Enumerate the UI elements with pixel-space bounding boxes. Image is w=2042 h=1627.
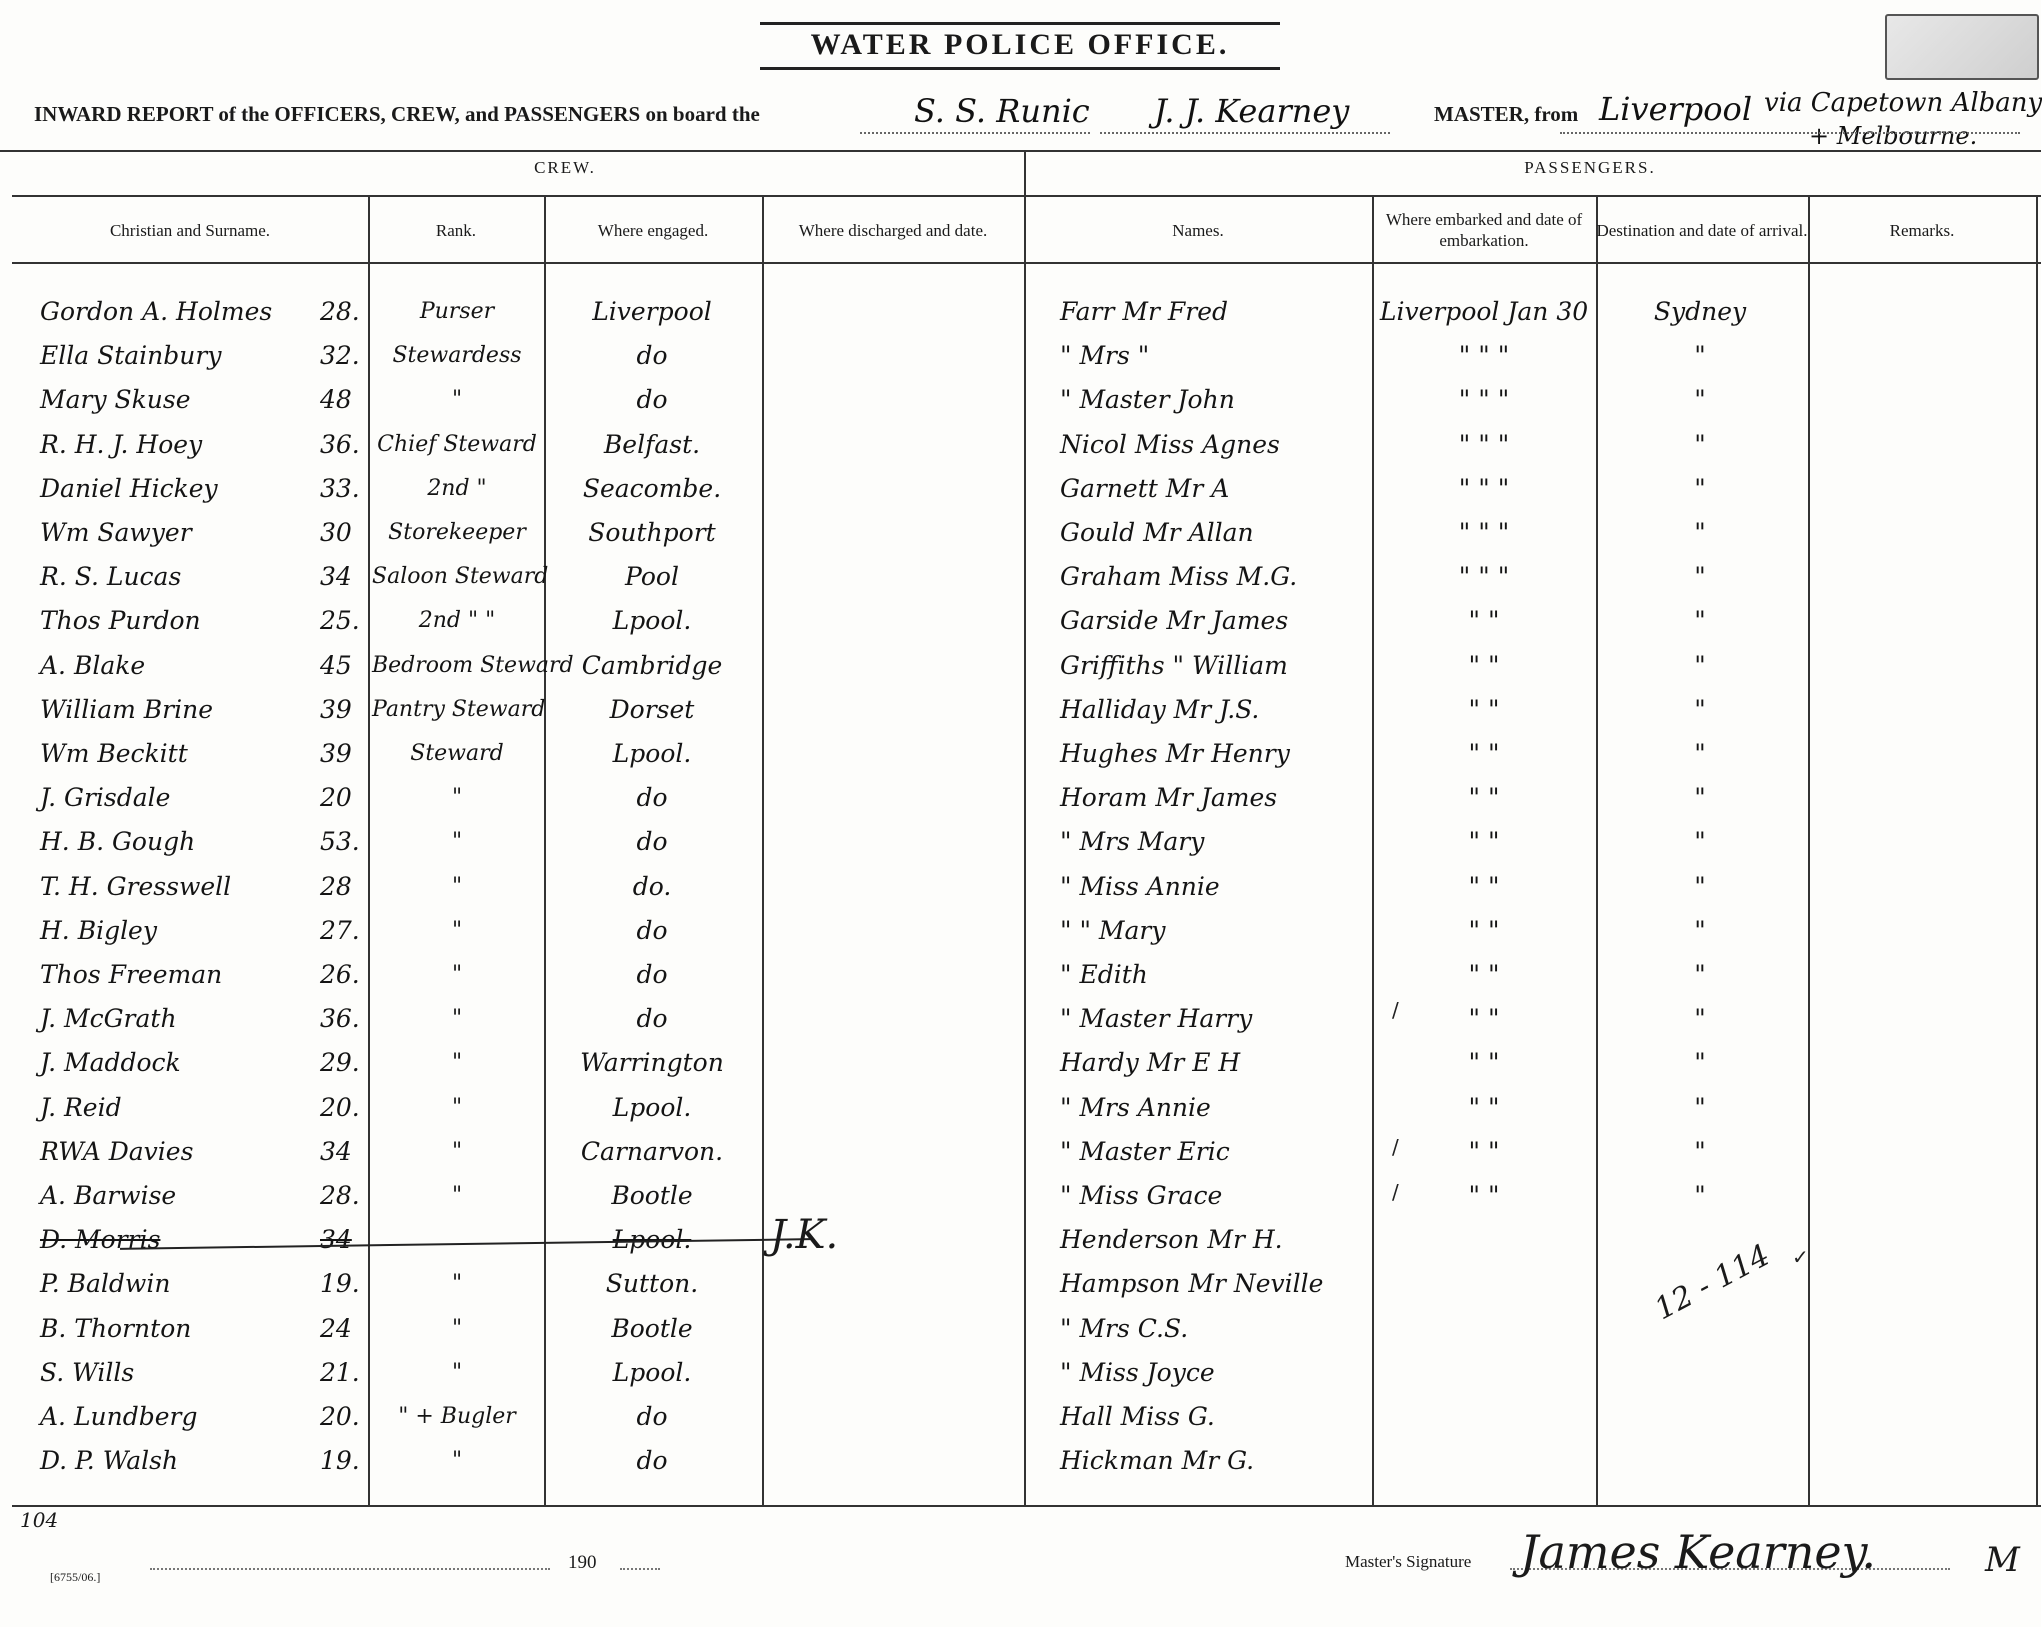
col-head-name: Christian and Surname. xyxy=(109,220,271,240)
passenger-name: Nicol Miss Agnes xyxy=(1060,429,1280,459)
crew-where-engaged: do xyxy=(636,783,668,813)
crew-name: A. Barwise xyxy=(40,1181,177,1210)
passenger-name: Hardy Mr E H xyxy=(1060,1048,1241,1078)
crew-where-engaged: Cambridge xyxy=(581,650,723,680)
col-head-remarks: Remarks. xyxy=(1889,220,1955,240)
crew-name: D. Morris xyxy=(40,1225,161,1255)
passenger-embarked: " " " xyxy=(1458,341,1510,371)
crew-where-engaged: do. xyxy=(632,871,672,901)
passenger-destination: " xyxy=(1694,1181,1706,1210)
crew-rank: " xyxy=(451,917,463,943)
passenger-name: " Miss Grace xyxy=(1060,1181,1223,1210)
table-row xyxy=(0,953,2041,997)
crew-rank: Purser xyxy=(419,299,495,324)
signature-label: Master's Signature xyxy=(1345,1552,1472,1571)
form-code: [6755/06.] xyxy=(50,1570,101,1584)
table-row xyxy=(0,1351,2041,1395)
crew-name: J. McGrath xyxy=(40,1004,177,1034)
col-head-passenger-names: Names. xyxy=(1172,220,1224,240)
table-row xyxy=(0,1130,2041,1174)
crew-where-engaged: Pool xyxy=(625,562,679,592)
passenger-name: " Miss Joyce xyxy=(1060,1357,1215,1387)
crew-rank: " xyxy=(451,1315,463,1341)
passenger-embarked xyxy=(1374,1395,1594,1439)
report-prefix: INWARD REPORT of the OFFICERS, CREW, and PASSENGERS on board the xyxy=(34,102,760,126)
crew-rank: " xyxy=(451,785,463,811)
crew-age: 25. xyxy=(320,606,360,636)
ship-name: S. S. Runic xyxy=(914,92,1090,130)
passenger-embarked: " " xyxy=(1468,1136,1500,1166)
crew-rank: 2nd " " xyxy=(418,608,496,634)
crew-age: 39 xyxy=(320,694,352,724)
passenger-destination: " xyxy=(1694,473,1706,503)
passenger-destination: " xyxy=(1694,960,1706,989)
crew-age: 34 xyxy=(320,1225,352,1255)
crew-where-engaged: do xyxy=(636,1402,668,1431)
passenger-embarked: " " " xyxy=(1458,518,1510,547)
crew-heading: CREW. xyxy=(534,158,596,177)
footer-dotline-left xyxy=(150,1568,550,1570)
passenger-name: Hughes Mr Henry xyxy=(1060,739,1290,768)
crew-name: Gordon A. Holmes xyxy=(40,297,273,326)
passenger-name: " Master John xyxy=(1060,385,1235,415)
tick-mark: / xyxy=(1392,1135,1399,1159)
crew-name: D. P. Walsh xyxy=(40,1446,179,1476)
passengers-heading: PASSENGERS. xyxy=(1524,158,1656,177)
table-row xyxy=(0,1307,2041,1351)
crew-name: J. Maddock xyxy=(40,1048,181,1078)
correction-initials: J.K. xyxy=(770,1212,839,1258)
crew-name: P. Baldwin xyxy=(40,1269,171,1299)
crew-name: B. Thornton xyxy=(40,1313,192,1343)
passenger-embarked xyxy=(1374,1262,1594,1306)
crew-rank: " xyxy=(451,1271,463,1297)
table-row xyxy=(0,599,2041,643)
crew-name: Thos Purdon xyxy=(40,606,201,636)
passenger-name: Hall Miss G. xyxy=(1060,1402,1215,1431)
crew-age: 20 xyxy=(320,783,352,813)
table-row xyxy=(0,1395,2041,1439)
crew-where-engaged: do xyxy=(636,827,668,857)
ship-dotline xyxy=(860,132,1090,134)
crew-where-engaged: Lpool. xyxy=(612,1357,692,1387)
crew-where-engaged: Carnarvon. xyxy=(580,1136,724,1166)
crew-where-engaged: do xyxy=(636,960,668,989)
crew-rank: Bedroom Steward xyxy=(372,652,574,678)
crew-rank: Pantry Steward xyxy=(372,696,546,722)
passenger-destination: " xyxy=(1694,915,1706,945)
passenger-name: Hickman Mr G. xyxy=(1060,1446,1255,1476)
table-row xyxy=(0,378,2041,422)
passenger-destination xyxy=(1600,1218,1800,1262)
col-head-engaged: Where engaged. xyxy=(597,220,709,240)
passenger-embarked: " " xyxy=(1468,1092,1500,1122)
passenger-embarked: " " " xyxy=(1458,429,1510,459)
master-dotline xyxy=(1100,132,1390,134)
crew-age: 45 xyxy=(320,650,352,680)
crew-where-engaged: Lpool. xyxy=(612,1092,692,1122)
crew-age: 48 xyxy=(320,385,352,415)
crew-age: 26. xyxy=(320,960,360,989)
passenger-embarked: " " " xyxy=(1458,473,1510,503)
passenger-embarked: " " xyxy=(1468,1048,1500,1078)
side-note: 12 - 114 xyxy=(1649,1237,1776,1328)
crew-age: 39 xyxy=(320,739,352,768)
passenger-name: Henderson Mr H. xyxy=(1060,1225,1283,1255)
crew-rank: " xyxy=(451,1050,463,1076)
crew-rank: " xyxy=(451,1138,463,1164)
passenger-embarked: " " xyxy=(1468,1004,1500,1034)
passenger-name: Garside Mr James xyxy=(1060,606,1289,636)
crew-name: Wm Sawyer xyxy=(40,518,192,547)
crew-age: 33. xyxy=(320,473,360,503)
crew-where-engaged: Warrington xyxy=(580,1048,724,1078)
passenger-embarked: " " " xyxy=(1458,385,1510,415)
passenger-embarked: " " xyxy=(1468,827,1500,857)
table-row xyxy=(0,909,2041,953)
passenger-name: Farr Mr Fred xyxy=(1060,297,1228,326)
passenger-embarked: " " " xyxy=(1458,562,1510,592)
crew-age: 29. xyxy=(320,1048,360,1078)
col-head-destination: Destination and date of arrival. xyxy=(1596,220,1808,240)
passenger-name: " Master Harry xyxy=(1060,1004,1253,1034)
rule-section xyxy=(12,195,2041,197)
passenger-destination: " xyxy=(1694,871,1706,901)
from-dotline xyxy=(1560,132,2020,134)
via-ports-line2: + Melbourne. xyxy=(1809,122,1978,150)
master-name: J. J. Kearney xyxy=(1154,92,1350,130)
tick-mark: ✓ xyxy=(1792,1245,1809,1269)
crew-where-engaged: Seacombe. xyxy=(582,473,722,503)
crew-age: 32. xyxy=(320,341,360,371)
passenger-destination: " xyxy=(1694,1048,1706,1078)
table-row xyxy=(0,555,2041,599)
passenger-embarked: " " xyxy=(1468,1181,1500,1210)
passenger-name: Graham Miss M.G. xyxy=(1060,562,1298,592)
crew-name: R. H. J. Hoey xyxy=(40,429,203,459)
table-row xyxy=(0,776,2041,820)
passenger-destination: " xyxy=(1694,783,1706,813)
passenger-destination: " xyxy=(1694,518,1706,547)
passenger-embarked: Liverpool Jan 30 xyxy=(1379,297,1589,326)
footer-dotline-year xyxy=(620,1568,660,1570)
crew-age: 34 xyxy=(320,562,352,592)
crew-name: RWA Davies xyxy=(40,1136,194,1166)
footer-year: 190 xyxy=(568,1552,597,1573)
crew-age: 34 xyxy=(320,1136,352,1166)
crew-rank: " xyxy=(451,873,463,899)
table-row xyxy=(0,334,2041,378)
passenger-name: " Miss Annie xyxy=(1060,871,1220,901)
crew-age: 21. xyxy=(320,1357,360,1387)
crew-where-engaged: do xyxy=(636,1446,668,1476)
passenger-name: " Mrs " xyxy=(1060,341,1150,371)
crew-age: 36. xyxy=(320,429,360,459)
passenger-destination xyxy=(1600,1307,1800,1351)
crew-where-engaged: Bootle xyxy=(611,1181,693,1210)
crew-name: Wm Beckitt xyxy=(40,739,188,768)
crew-age: 28 xyxy=(320,871,352,901)
crew-where-engaged: do xyxy=(636,1004,668,1034)
crew-rank: " xyxy=(451,1359,463,1385)
passenger-destination: " xyxy=(1694,1136,1706,1166)
crew-where-engaged: Southport xyxy=(588,518,716,547)
passenger-destination xyxy=(1600,1351,1800,1395)
crew-where-engaged: do xyxy=(636,385,668,415)
passenger-destination: " xyxy=(1694,385,1706,415)
crew-age: 36. xyxy=(320,1004,360,1034)
crew-name: William Brine xyxy=(40,694,214,724)
crew-rank: " xyxy=(451,829,463,855)
passenger-destination: " xyxy=(1694,606,1706,636)
passenger-destination xyxy=(1600,1395,1800,1439)
passenger-embarked xyxy=(1374,1351,1594,1395)
crew-where-engaged: Belfast. xyxy=(603,429,701,459)
crew-rank: Chief Steward xyxy=(377,431,537,457)
crew-name: A. Blake xyxy=(40,650,146,680)
passenger-embarked: " " xyxy=(1468,650,1500,680)
passenger-name: " Mrs Mary xyxy=(1060,827,1205,857)
table-row xyxy=(0,290,2041,334)
passenger-destination: " xyxy=(1694,562,1706,592)
crew-rank: " xyxy=(451,1448,463,1474)
crew-age: 20. xyxy=(320,1402,360,1431)
table-row xyxy=(0,644,2041,688)
crew-name: Mary Skuse xyxy=(40,385,191,415)
crew-where-engaged: Lpool. xyxy=(612,606,692,636)
crew-rank: " xyxy=(451,962,463,987)
rule-top xyxy=(0,150,2041,152)
crew-rank: " xyxy=(451,1183,463,1208)
crew-where-engaged: Lpool. xyxy=(612,1225,692,1255)
office-title: WATER POLICE OFFICE. xyxy=(760,22,1280,70)
passenger-destination: " xyxy=(1694,694,1706,724)
crew-name: A. Lundberg xyxy=(40,1402,198,1431)
passenger-embarked xyxy=(1374,1307,1594,1351)
passenger-name: " Edith xyxy=(1060,960,1148,989)
passenger-destination: Sydney xyxy=(1653,297,1747,326)
col-head-embarked: Where embarked and date of embarkation. xyxy=(1385,210,1583,250)
crew-name: J. Grisdale xyxy=(40,783,171,813)
crew-where-engaged: Lpool. xyxy=(612,739,692,768)
passenger-embarked: " " xyxy=(1468,694,1500,724)
crew-where-engaged: do xyxy=(636,915,668,945)
corner-stamp-image xyxy=(1885,14,2039,80)
crew-name: T. H. Gresswell xyxy=(40,871,232,901)
passenger-destination: " xyxy=(1694,1004,1706,1034)
crew-rank: " + Bugler xyxy=(398,1404,516,1429)
crew-where-engaged: Dorset xyxy=(609,694,695,724)
master-label: MASTER, from xyxy=(1434,102,1579,126)
crew-name: R. S. Lucas xyxy=(40,562,182,592)
rule-bottom xyxy=(12,1505,2041,1507)
table-row xyxy=(0,732,2041,776)
table-row xyxy=(0,467,2041,511)
passenger-name: Hampson Mr Neville xyxy=(1060,1269,1324,1299)
passenger-embarked: " " xyxy=(1468,915,1500,945)
corner-mark: M xyxy=(1985,1540,2020,1580)
table-row xyxy=(0,1086,2041,1130)
passenger-name: Horam Mr James xyxy=(1060,783,1278,813)
col-head-discharged: Where discharged and date. xyxy=(798,220,988,240)
passenger-name: Griffiths " William xyxy=(1060,650,1288,680)
crew-rank: Steward xyxy=(410,741,504,766)
col-head-rank: Rank. xyxy=(435,220,477,240)
crew-age: 19. xyxy=(320,1446,360,1476)
crew-age: 19. xyxy=(320,1269,360,1299)
margin-number: 104 xyxy=(20,1508,59,1532)
passenger-destination: " xyxy=(1694,1092,1706,1122)
passenger-embarked: " " xyxy=(1468,960,1500,989)
crew-name: H. Bigley xyxy=(40,915,157,945)
passenger-destination: " xyxy=(1694,429,1706,459)
passenger-embarked: " " xyxy=(1468,783,1500,813)
passenger-destination: " xyxy=(1694,650,1706,680)
passenger-embarked: " " xyxy=(1468,606,1500,636)
passenger-embarked: " " xyxy=(1468,871,1500,901)
crew-name: S. Wills xyxy=(40,1357,135,1387)
passenger-embarked xyxy=(1374,1218,1594,1262)
crew-rank: Storekeeper xyxy=(388,520,526,545)
crew-rank: " xyxy=(451,1006,463,1032)
crew-name: Daniel Hickey xyxy=(40,473,218,503)
crew-age: 27. xyxy=(320,915,360,945)
passenger-name: " Mrs Annie xyxy=(1060,1092,1211,1122)
report-line xyxy=(34,88,2042,150)
crew-where-engaged: Bootle xyxy=(611,1313,693,1343)
passenger-name: Gould Mr Allan xyxy=(1060,518,1254,547)
crew-age: 20. xyxy=(320,1092,360,1122)
crew-name: H. B. Gough xyxy=(40,827,196,857)
crew-age: 24 xyxy=(320,1313,352,1343)
rule-columns xyxy=(12,262,2041,264)
table-row xyxy=(0,997,2041,1041)
table-row xyxy=(0,1174,2041,1218)
crew-rank: " xyxy=(451,1094,463,1120)
passenger-destination xyxy=(1600,1439,1800,1483)
passenger-name: " " Mary xyxy=(1060,915,1166,945)
passenger-name: Garnett Mr A xyxy=(1060,473,1230,503)
passenger-name: Halliday Mr J.S. xyxy=(1060,694,1260,724)
crew-age: 30 xyxy=(320,518,352,547)
via-ports: via Capetown Albany xyxy=(1764,88,2042,118)
passenger-name: " Mrs C.S. xyxy=(1060,1313,1189,1343)
passenger-destination: " xyxy=(1694,341,1706,371)
crew-rank: " xyxy=(451,387,463,413)
crew-name: Ella Stainbury xyxy=(40,341,222,371)
passenger-embarked xyxy=(1374,1439,1594,1483)
master-signature: James Kearney. xyxy=(1520,1525,1877,1579)
from-port: Liverpool xyxy=(1599,90,1753,128)
crew-rank: 2nd " xyxy=(427,475,487,501)
crew-rank: Stewardess xyxy=(392,343,522,369)
crew-age: 28. xyxy=(320,297,360,326)
table-row xyxy=(0,865,2041,909)
table-row xyxy=(0,820,2041,864)
crew-age: 28. xyxy=(320,1181,360,1210)
passenger-name: " Master Eric xyxy=(1060,1136,1230,1166)
passenger-destination: " xyxy=(1694,827,1706,857)
table-row xyxy=(0,423,2041,467)
crew-name: Thos Freeman xyxy=(40,960,223,989)
crew-age: 53. xyxy=(320,827,360,857)
crew-where-engaged: Liverpool xyxy=(592,297,712,326)
table-row xyxy=(0,688,2041,732)
crew-name: J. Reid xyxy=(40,1092,122,1122)
crew-where-engaged: Sutton. xyxy=(605,1269,699,1299)
crew-rank xyxy=(372,1218,542,1262)
tick-mark: / xyxy=(1392,1180,1399,1204)
crew-rank: Saloon Steward xyxy=(372,564,549,590)
tick-mark: / xyxy=(1392,998,1399,1022)
table-row xyxy=(0,1041,2041,1085)
table-row xyxy=(0,511,2041,555)
table-row xyxy=(0,1439,2041,1483)
passenger-destination: " xyxy=(1694,739,1706,768)
crew-where-engaged: do xyxy=(636,341,668,371)
passenger-embarked: " " xyxy=(1468,739,1500,768)
